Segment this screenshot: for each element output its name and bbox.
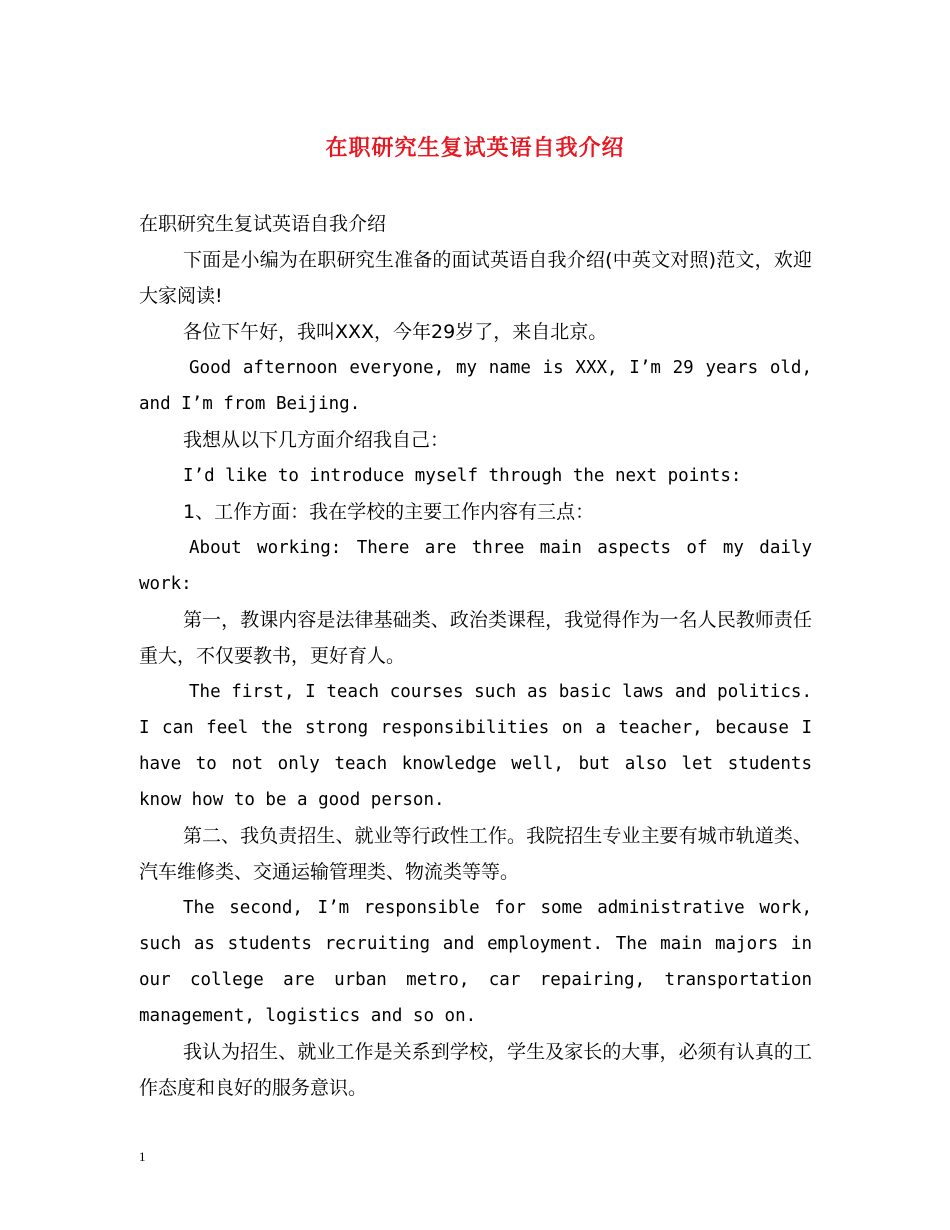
paragraph-greeting-cn: 各位下午好，我叫XXX，今年29岁了，来自北京。: [183, 321, 608, 343]
paragraph-second-en: The second, I’m responsible for some administrative work, such as students recruiting and employment. The main majors in our college are urban metro, car repairing, transportation management, logistics and so on.: [139, 898, 812, 1026]
paragraph-heading: 在职研究生复试英语自我介绍: [139, 213, 387, 235]
paragraph-working-en: About working: There are three main aspects of my daily work:: [139, 538, 812, 594]
document-title: 在职研究生复试英语自我介绍: [325, 135, 625, 161]
paragraph-second-cn: 第二、我负责招生、就业等行政性工作。我院招生专业主要有城市轨道类、汽车维修类、交通运输管理类、物流类等等。: [139, 825, 812, 883]
paragraph-points-en: I’d like to introduce myself through the next points:: [183, 466, 742, 486]
paragraph-working-cn: 1、工作方面：我在学校的主要工作内容有三点：: [183, 501, 595, 523]
paragraph-greeting-en: Good afternoon everyone, my name is XXX, I’m 29 years old, and I’m from Beijing.: [139, 358, 812, 414]
paragraph-recruiting-cn: 我认为招生、就业工作是关系到学校，学生及家长的大事，必须有认真的工作态度和良好的服务意识。: [139, 1041, 812, 1099]
paragraph-points-cn: 我想从以下几方面介绍我自己：: [183, 429, 450, 451]
paragraph-first-en: The first, I teach courses such as basic laws and politics. I can feel the strong responsibilities on a teacher, because I have to not only teach knowledge well, but also let students know how to be a good person.: [139, 682, 812, 810]
page-number: 1: [139, 1149, 146, 1164]
paragraph-first-cn: 第一，教课内容是法律基础类、政治类课程，我觉得作为一名人民教师责任重大，不仅要教书，更好育人。: [139, 609, 812, 667]
document-body: [139, 206, 812, 1106]
paragraph-intro: 下面是小编为在职研究生准备的面试英语自我介绍(中英文对照)范文，欢迎大家阅读!: [139, 249, 812, 307]
